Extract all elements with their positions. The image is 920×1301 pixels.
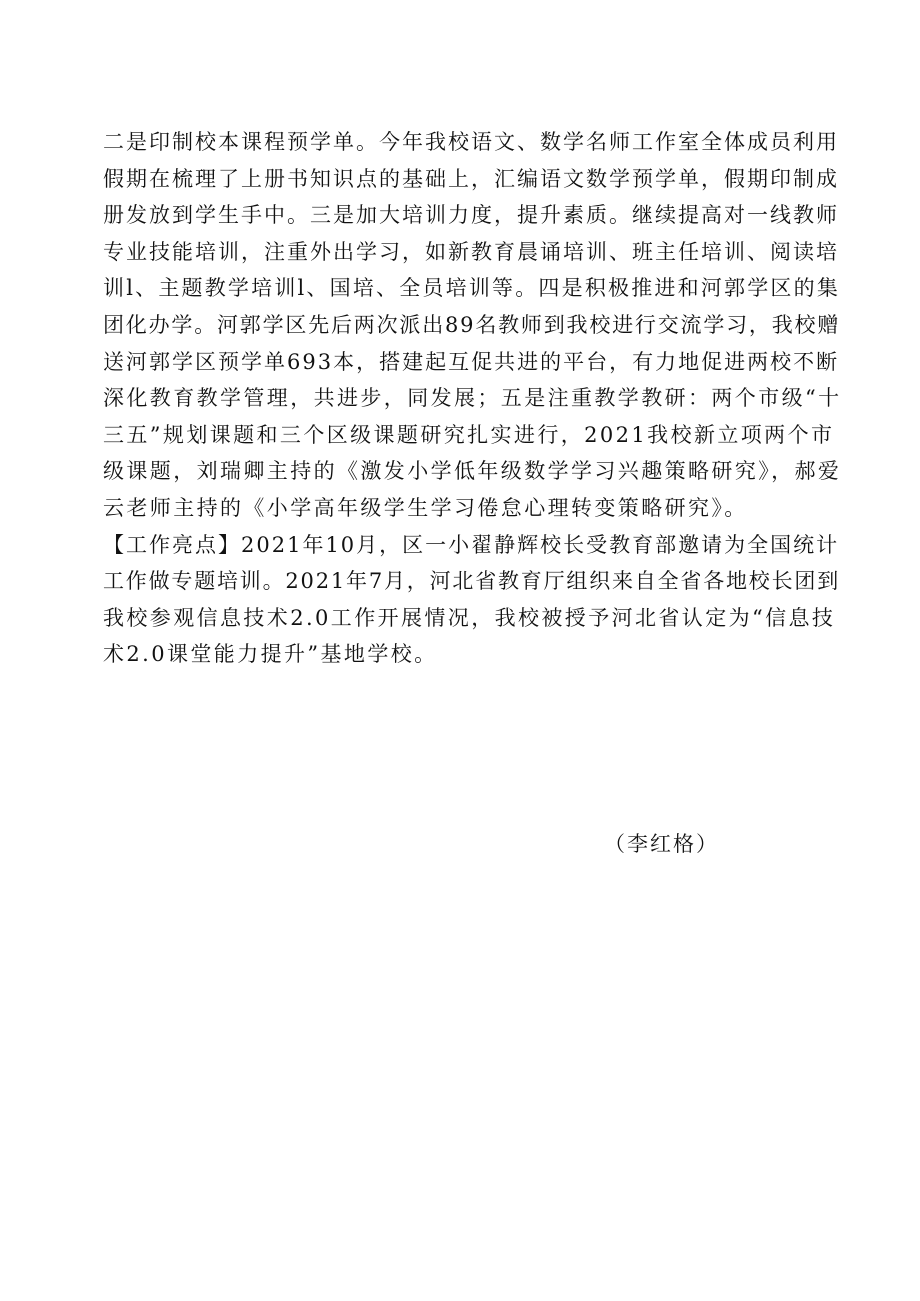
text-line: 册发放到学生手中。三是加大培训力度，提升素质。继续提高对一线教师 [103,203,839,228]
text-line: 深化教育教学管理，共进步，同发展；五是注重教学教研：两个市级“十 [103,386,842,411]
text-line: 假期在梳理了上册书知识点的基础上，汇编语文数学预学单，假期印制成 [103,166,839,191]
body-text [103,124,843,673]
text-line: 专业技能培训，注重外出学习，如新教育晨诵培训、班主任培训、阅读培 [103,239,839,264]
text-line: 术2.0课堂能力提升”基地学校。 [103,642,438,667]
highlights-line: 【工作亮点】2021年10月，区一小翟静辉校长受教育部邀请为全国统计 [103,532,840,557]
text-line: 送河郭学区预学单693本，搭建起互促共进的平台，有力地促进两校不断 [103,349,840,374]
text-line: 训l、主题教学培训l、国培、全员培训等。四是积极推进和河郭学区的集 [103,276,841,301]
text-line: 三五”规划课题和三个区级课题研究扎实进行，2021我校新立项两个市 [103,422,835,447]
text-line: 级课题，刘瑞卿主持的《激发小学低年级数学学习兴趣策略研究》，郝爱 [103,459,842,484]
text-line: 团化办学。河郭学区先后两次派出89名教师到我校进行交流学习，我校赠 [103,312,841,337]
text-line: 二是印制校本课程预学单。今年我校语文、数学名师工作室全体成员利用 [103,130,839,154]
author-signature: （李红格） [604,832,719,856]
text-line: 工作做专题培训。2021年7月，河北省教育厅组织来自全省各地校长团到 [103,569,841,594]
text-line: 我校参观信息技术2.0工作开展情况，我校被授予河北省认定为“信息技 [103,605,836,630]
text-line: 云老师主持的《小学高年级学生学习倦怠心理转变策略研究》。 [103,495,748,520]
